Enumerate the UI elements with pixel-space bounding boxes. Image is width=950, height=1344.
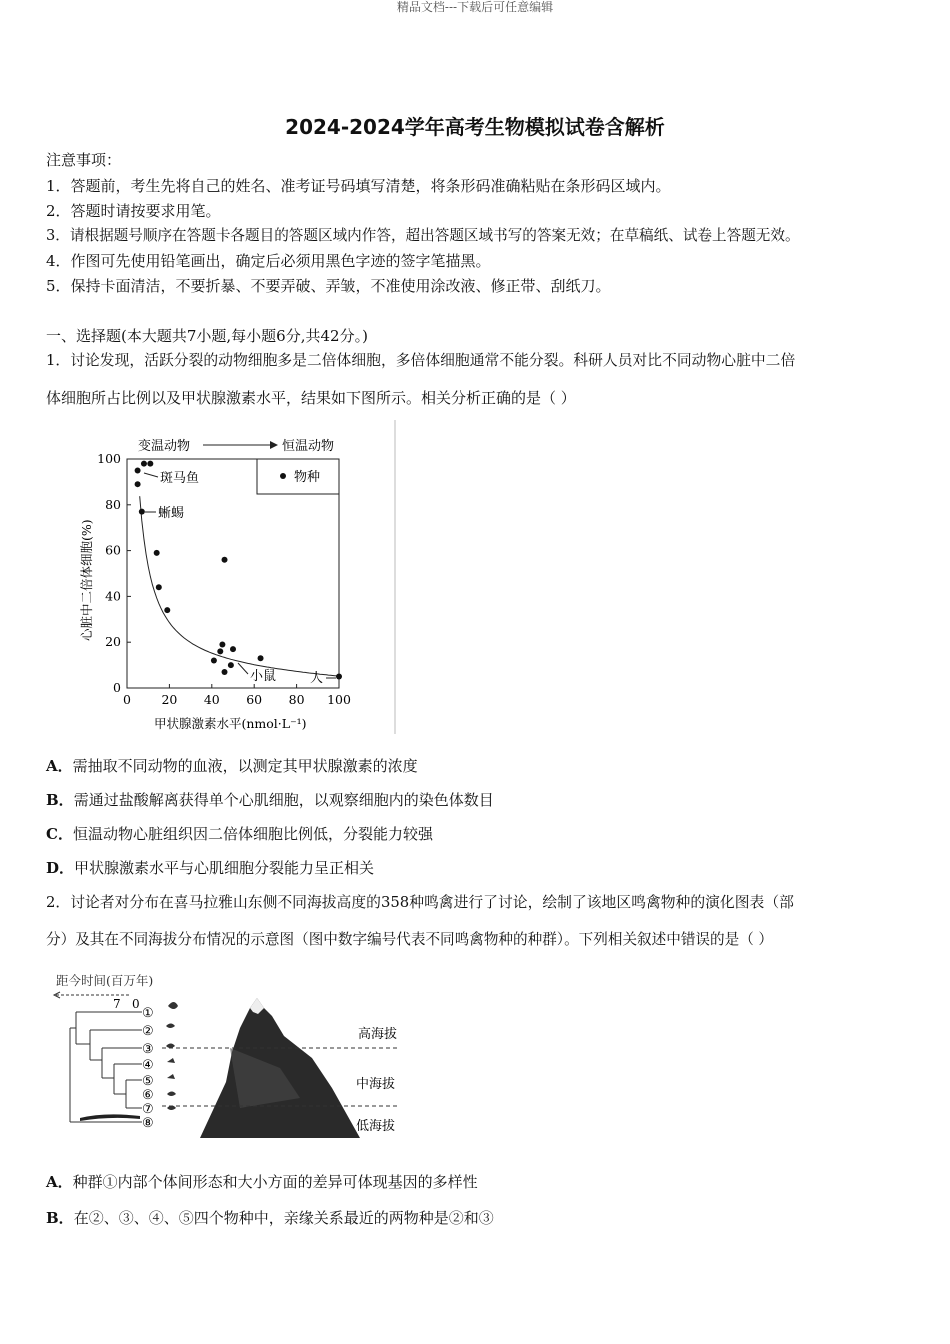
x-tick-label: 0 xyxy=(123,692,131,707)
y-tick-label: 80 xyxy=(105,496,121,512)
x-tick-label: 40 xyxy=(203,692,220,707)
species-label: ⑤ xyxy=(142,1074,154,1089)
annotation-zebrafish: 斑马鱼 xyxy=(160,471,200,486)
data-point xyxy=(219,641,225,647)
chart-top-right-label: 恒温动物 xyxy=(282,439,335,454)
notice-item: 1．答题前，考生先将自己的姓名、准考证号码填写清楚，将条形码准确粘贴在条形码区域内。 xyxy=(46,177,671,195)
y-tick-label: 100 xyxy=(97,451,121,466)
bird-icons xyxy=(166,1002,178,1110)
data-point xyxy=(154,550,160,556)
data-point xyxy=(258,655,264,661)
data-point xyxy=(230,646,236,652)
species-label: ⑦ xyxy=(142,1102,154,1117)
data-point xyxy=(222,557,228,563)
legend-marker xyxy=(280,473,286,479)
notice-item: 2．答题时请按要求用笔。 xyxy=(46,202,221,220)
x-tick-label: 60 xyxy=(246,692,263,707)
option-text: 甲状腺激素水平与心肌细胞分裂能力呈正相关 xyxy=(74,859,375,877)
q1-chart xyxy=(70,418,400,738)
data-point xyxy=(156,584,162,590)
data-point xyxy=(228,662,234,668)
option-label: B． xyxy=(46,791,74,809)
notice-item: 4．作图可先使用铅笔画出，确定后必须用黑色字迹的签字笔描黑。 xyxy=(46,252,491,270)
y-tick-label: 0 xyxy=(113,680,121,695)
zone-mid: 中海拔 xyxy=(356,1077,396,1092)
species-label: ① xyxy=(142,1006,154,1021)
annotation-human: 人 xyxy=(310,671,324,686)
data-point xyxy=(139,509,145,515)
data-point xyxy=(164,607,170,613)
species-label: ④ xyxy=(142,1058,154,1073)
option-label: B． xyxy=(46,1209,74,1227)
notice-heading: 注意事项： xyxy=(46,151,122,169)
q1-option-d[interactable] xyxy=(46,858,374,878)
species-label: ⑧ xyxy=(142,1116,154,1131)
option-text: 需抽取不同动物的血液，以测定其甲状腺激素的浓度 xyxy=(72,757,418,775)
option-text: 恒温动物心脏组织因二倍体细胞比例低，分裂能力较强 xyxy=(72,825,433,843)
y-tick-label: 60 xyxy=(105,542,121,558)
zone-high: 高海拔 xyxy=(358,1027,398,1042)
q2-stem-line2: 分）及其在不同海拔分布情况的示意图（图中数字编号代表不同鸣禽物种的种群）。下列相关叙述中错误的是（ ） xyxy=(46,931,774,948)
x-tick-label: 20 xyxy=(161,692,178,707)
data-point xyxy=(135,481,141,487)
x-tick-label: 100 xyxy=(327,692,351,707)
q1-option-b[interactable] xyxy=(46,790,494,810)
q2-figure xyxy=(50,968,410,1146)
data-point xyxy=(135,467,141,473)
phylogenetic-tree xyxy=(70,1012,142,1122)
option-label: C． xyxy=(46,825,73,843)
chart-top-left-label: 变温动物 xyxy=(138,439,191,454)
tick-0: 0 xyxy=(132,997,140,1011)
option-text: 需通过盐酸解离获得单个心肌细胞，以观察细胞内的染色体数目 xyxy=(73,791,494,809)
y-tick-label: 40 xyxy=(105,588,121,604)
notice-item: 5．保持卡面清洁，不要折暴、不要弄破、弄皱，不准使用涂改液、修正带、刮纸刀。 xyxy=(46,277,611,295)
option-text: 种群①内部个体间形态和大小方面的差异可体现基因的多样性 xyxy=(72,1173,478,1191)
y-axis-label: 心脏中二倍体细胞(%) xyxy=(79,519,94,641)
species-label: ⑥ xyxy=(142,1088,154,1103)
y-tick-label: 20 xyxy=(105,634,121,650)
q2-option-a[interactable] xyxy=(46,1172,478,1192)
data-point xyxy=(211,658,217,664)
zone-low: 低海拔 xyxy=(356,1119,396,1134)
page-header: 精品文档---下载后可任意编辑 xyxy=(396,0,554,14)
annotation-mouse: 小鼠 xyxy=(250,669,277,684)
option-label: A． xyxy=(46,757,73,775)
data-point xyxy=(336,674,342,680)
data-point xyxy=(217,648,223,654)
species-label: ② xyxy=(142,1024,154,1039)
trend-curve xyxy=(140,496,339,676)
q1-option-a[interactable] xyxy=(46,756,418,776)
q2-option-b[interactable] xyxy=(46,1208,494,1228)
species-label: ③ xyxy=(142,1042,154,1057)
q1-stem-line2: 体细胞所占比例以及甲状腺激素水平，结果如下图所示。相关分析正确的是（ ） xyxy=(46,389,576,407)
option-text: 在②、③、④、⑤四个物种中，亲缘关系最近的两物种是②和③ xyxy=(73,1209,494,1227)
option-label: D． xyxy=(46,859,75,877)
q1-option-c[interactable] xyxy=(46,824,433,844)
data-point xyxy=(141,461,147,467)
annotation-lizard: 蜥蜴 xyxy=(158,506,185,521)
section-heading: 一、选择题(本大题共7小题,每小题6分,共42分。) xyxy=(46,327,368,345)
time-axis-label: 距今时间(百万年) xyxy=(56,973,154,988)
q1-stem-line1: 1．讨论发现，活跃分裂的动物细胞多是二倍体细胞，多倍体细胞通常不能分裂。科研人员对比不同动物心脏中二倍 xyxy=(46,352,796,369)
tick-7: 7 xyxy=(113,997,121,1011)
q2-stem-line1: 2．讨论者对分布在喜马拉雅山东侧不同海拔高度的358种鸣禽进行了讨论，绘制了该地区鸣禽物种的演化图表（部 xyxy=(46,894,794,911)
data-point xyxy=(147,461,153,467)
option-label: A． xyxy=(46,1173,73,1191)
legend-label: 物种 xyxy=(294,470,321,485)
data-point xyxy=(222,669,228,675)
plot-frame xyxy=(127,459,339,688)
x-tick-label: 80 xyxy=(288,692,305,707)
x-axis-label: 甲状腺激素水平(nmol·L⁻¹) xyxy=(154,716,307,731)
notice-item: 3．请根据题号顺序在答题卡各题目的答题区域内作答，超出答题区域书写的答案无效；在草稿纸、试卷上答题无效。 xyxy=(46,227,800,244)
page-title: 2024-2024学年高考生物模拟试卷含解析 xyxy=(285,115,665,139)
